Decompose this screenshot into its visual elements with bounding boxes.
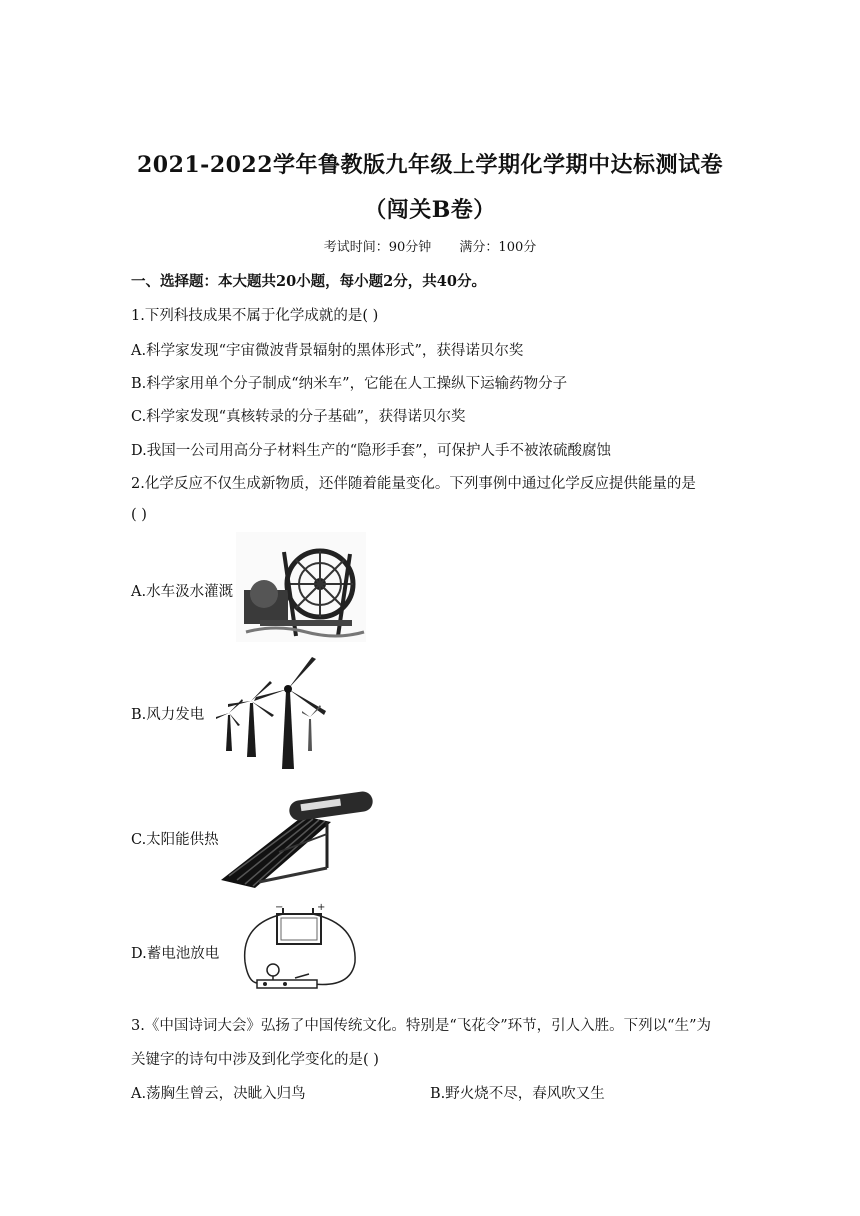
svg-text:−: − (275, 902, 284, 913)
question-2-option-d: D.蓄电池放电 (131, 946, 220, 962)
wind-turbine-image (206, 653, 336, 771)
section-heading: 一、选择题：本大题共20小题，每小题2分，共40分。 (131, 273, 486, 290)
question-1-option-c: C.科学家发现“真核转录的分子基础”，获得诺贝尔奖 (131, 409, 466, 425)
question-1-option-a: A.科学家发现“宇宙微波背景辐射的黑体形式”，获得诺贝尔奖 (131, 343, 524, 359)
exam-subtitle: （闯关B卷） (364, 197, 496, 223)
question-2-option-a: A.水车汲水灌溉 (131, 584, 234, 600)
question-3-stem: 3.《中国诗词大会》弘扬了中国传统文化。特别是“飞花令”环节，引人入胜。下列以“生”为 (131, 1018, 711, 1034)
question-1-stem: 1.下列科技成果不属于化学成就的是( ) (131, 308, 379, 324)
battery-circuit-image (237, 900, 367, 1000)
question-2-stem: 2.化学反应不仅生成新物质，还伴随着能量变化。下列事例中通过化学反应提供能量的是 (131, 476, 696, 492)
question-1-option-d: D.我国一公司用高分子材料生产的“隐形手套”，可保护人手不被浓硫酸腐蚀 (131, 443, 612, 459)
full-score: 满分：100分 (459, 240, 537, 255)
question-2-stem-blank: ( ) (131, 507, 147, 523)
exam-title: 2021-2022学年鲁教版九年级上学期化学期中达标测试卷 (136, 152, 724, 178)
question-3-option-a: A.荡胸生曾云，决眦入归鸟 (131, 1086, 306, 1102)
question-3-stem-cont: 关键字的诗句中涉及到化学变化的是( ) (131, 1052, 379, 1068)
question-3-option-b: B.野火烧不尽，春风吹又生 (430, 1086, 605, 1102)
question-1-option-b: B.科学家用单个分子制成“纳米车”，它能在人工操纵下运输药物分子 (131, 376, 568, 392)
solar-heater-image (219, 776, 383, 888)
svg-text:+: + (317, 902, 326, 913)
waterwheel-image (236, 532, 366, 642)
question-2-option-b: B.风力发电 (131, 707, 205, 723)
exam-time: 考试时间：90分钟 (323, 240, 432, 255)
exam-meta (0, 236, 860, 255)
question-2-option-c: C.太阳能供热 (131, 832, 219, 848)
